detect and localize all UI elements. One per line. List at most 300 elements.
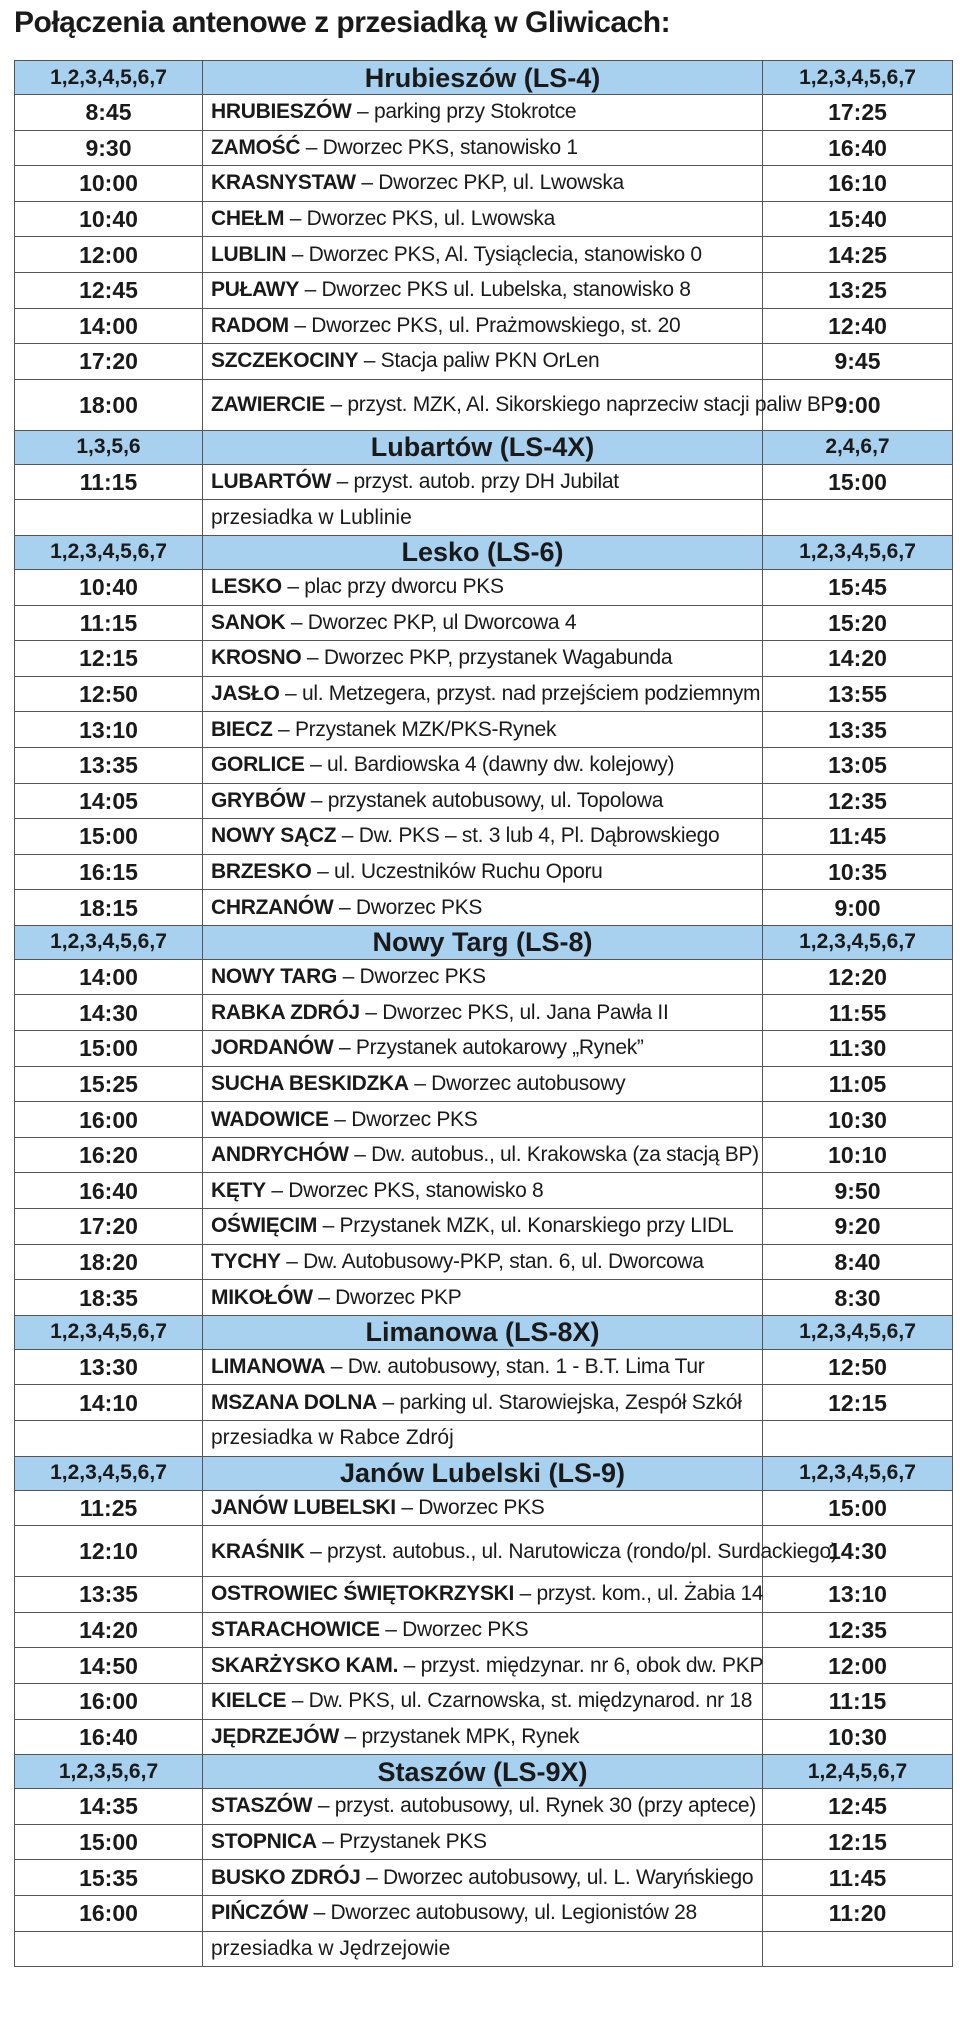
stop-location: – przyst. kom., ul. Żabia 14 bbox=[514, 1582, 764, 1606]
return-time: 10:35 bbox=[763, 854, 953, 890]
stop-cell bbox=[203, 1577, 763, 1613]
stop-location: – Dw. PKS – st. 3 lub 4, Pl. Dąbrowskiego bbox=[336, 824, 720, 848]
departure-time: 11:15 bbox=[15, 605, 203, 641]
stop-location: – Stacja paliw PKN OrLen bbox=[358, 349, 600, 373]
outbound-days: 1,2,3,4,5,6,7 bbox=[15, 535, 203, 569]
stop-location: – parking przy Stokrotce bbox=[351, 100, 577, 124]
stop-row bbox=[15, 959, 953, 995]
departure-time: 10:40 bbox=[15, 201, 203, 237]
stop-name: SANOK bbox=[211, 610, 286, 634]
return-time: 12:50 bbox=[763, 1349, 953, 1385]
departure-time: 16:40 bbox=[15, 1719, 203, 1755]
departure-time: 12:00 bbox=[15, 237, 203, 273]
stop-cell bbox=[203, 1173, 763, 1209]
stop-cell bbox=[203, 344, 763, 380]
stop-location: – Dworzec PKS, stanowisko 8 bbox=[265, 1178, 544, 1202]
stop-row bbox=[15, 1577, 953, 1613]
stop-cell bbox=[203, 641, 763, 677]
stop-cell bbox=[203, 201, 763, 237]
stop-cell bbox=[203, 308, 763, 344]
stop-row bbox=[15, 272, 953, 308]
route-header-row bbox=[15, 61, 953, 95]
outbound-days: 1,2,3,5,6,7 bbox=[15, 1755, 203, 1789]
stop-cell bbox=[203, 95, 763, 131]
departure-time: 13:30 bbox=[15, 1349, 203, 1385]
stop-name: LIMANOWA bbox=[211, 1355, 326, 1379]
return-time: 12:45 bbox=[763, 1789, 953, 1825]
return-time: 9:50 bbox=[763, 1173, 953, 1209]
return-time: 10:30 bbox=[763, 1719, 953, 1755]
stop-name: JASŁO bbox=[211, 682, 280, 706]
stop-row bbox=[15, 712, 953, 748]
outbound-days: 1,2,3,4,5,6,7 bbox=[15, 1315, 203, 1349]
stop-name: PUŁAWY bbox=[211, 278, 300, 302]
return-time: 15:00 bbox=[763, 1490, 953, 1526]
stop-location: – Dworzec autobusowy, ul. Legionistów 28 bbox=[308, 1901, 697, 1925]
return-time: 15:20 bbox=[763, 605, 953, 641]
stop-location: – Dworzec PKS, ul. Jana Pawła II bbox=[359, 1000, 669, 1024]
return-time: 12:40 bbox=[763, 308, 953, 344]
stop-row bbox=[15, 890, 953, 926]
outbound-days: 1,3,5,6 bbox=[15, 430, 203, 464]
stop-row bbox=[15, 1173, 953, 1209]
stop-row bbox=[15, 641, 953, 677]
stop-row bbox=[15, 1824, 953, 1860]
stop-row bbox=[15, 1648, 953, 1684]
stop-name: JANÓW LUBELSKI bbox=[211, 1495, 396, 1519]
stop-cell bbox=[203, 379, 835, 430]
return-days: 1,2,4,5,6,7 bbox=[763, 1755, 953, 1789]
stop-location: – parking ul. Starowiejska, Zespół Szkół bbox=[376, 1390, 742, 1414]
stop-row bbox=[15, 995, 953, 1031]
stop-cell bbox=[203, 712, 763, 748]
stop-location: – Przystanek MZK/PKS-Rynek bbox=[272, 717, 557, 741]
route-name: Limanowa (LS-8X) bbox=[203, 1315, 763, 1349]
route-header-row bbox=[15, 925, 953, 959]
stop-name: TYCHY bbox=[211, 1249, 281, 1273]
departure-time: 16:00 bbox=[15, 1102, 203, 1138]
stop-location: – Dworzec PKS, ul. Lwowska bbox=[284, 207, 556, 231]
stop-row bbox=[15, 1526, 953, 1577]
return-time: 11:30 bbox=[763, 1031, 953, 1067]
departure-time: 18:00 bbox=[15, 379, 203, 430]
stop-cell bbox=[203, 959, 763, 995]
stop-cell bbox=[203, 1244, 763, 1280]
stop-location: – Dworzec PKS, ul. Prażmowskiego, st. 20 bbox=[288, 313, 681, 337]
return-days: 1,2,3,4,5,6,7 bbox=[763, 925, 953, 959]
return-time: 12:00 bbox=[763, 1648, 953, 1684]
departure-time: 15:25 bbox=[15, 1066, 203, 1102]
departure-time: 10:00 bbox=[15, 166, 203, 202]
stop-row bbox=[15, 464, 953, 500]
stop-name: WADOWICE bbox=[211, 1107, 329, 1131]
stop-cell bbox=[203, 1349, 763, 1385]
stop-cell bbox=[203, 1824, 763, 1860]
stop-cell bbox=[203, 1031, 763, 1067]
schedule-table bbox=[14, 60, 953, 1967]
departure-time: 14:35 bbox=[15, 1789, 203, 1825]
stop-location: – Dworzec PKS, stanowisko 1 bbox=[300, 135, 578, 159]
empty-cell bbox=[15, 1421, 203, 1457]
stop-location: – Dworzec PKS bbox=[379, 1618, 529, 1642]
departure-time: 17:20 bbox=[15, 1209, 203, 1245]
empty-cell bbox=[15, 500, 203, 536]
stop-location: – Przystanek MZK, ul. Konarskiego przy LIDL bbox=[317, 1214, 734, 1238]
stop-name: RADOM bbox=[211, 313, 289, 337]
stop-cell bbox=[203, 1683, 763, 1719]
stop-name: ANDRYCHÓW bbox=[211, 1143, 349, 1167]
stop-row bbox=[15, 130, 953, 166]
stop-row bbox=[15, 605, 953, 641]
stop-name: STARACHOWICE bbox=[211, 1618, 380, 1642]
stop-row bbox=[15, 237, 953, 273]
return-time: 12:15 bbox=[763, 1824, 953, 1860]
return-days: 1,2,3,4,5,6,7 bbox=[763, 61, 953, 95]
departure-time: 16:40 bbox=[15, 1173, 203, 1209]
stop-name: NOWY SĄCZ bbox=[211, 824, 337, 848]
route-header-row bbox=[15, 1456, 953, 1490]
stop-name: KROSNO bbox=[211, 646, 302, 670]
stop-row bbox=[15, 166, 953, 202]
stop-name: MIKOŁÓW bbox=[211, 1285, 313, 1309]
departure-time: 18:35 bbox=[15, 1280, 203, 1316]
stop-location: – przystanek autobusowy, ul. Topolowa bbox=[305, 788, 664, 812]
stop-location: – przyst. autobus., ul. Narutowicza (rondo/pl. Surdackiego) bbox=[304, 1539, 838, 1563]
stop-row bbox=[15, 1066, 953, 1102]
departure-time: 18:15 bbox=[15, 890, 203, 926]
stop-location: – Dworzec PKS bbox=[328, 1107, 478, 1131]
stop-cell bbox=[203, 1385, 763, 1421]
transfer-note-row bbox=[15, 500, 953, 536]
stop-row bbox=[15, 676, 953, 712]
stop-cell bbox=[203, 130, 763, 166]
departure-time: 15:35 bbox=[15, 1860, 203, 1896]
return-time: 14:25 bbox=[763, 237, 953, 273]
stop-cell bbox=[203, 569, 763, 605]
stop-cell bbox=[203, 783, 763, 819]
return-days: 1,2,3,4,5,6,7 bbox=[763, 535, 953, 569]
stop-cell bbox=[203, 464, 763, 500]
departure-time: 14:05 bbox=[15, 783, 203, 819]
stop-cell bbox=[203, 605, 763, 641]
route-name: Nowy Targ (LS-8) bbox=[203, 925, 763, 959]
departure-time: 12:50 bbox=[15, 676, 203, 712]
stop-row bbox=[15, 1789, 953, 1825]
return-time: 13:55 bbox=[763, 676, 953, 712]
departure-time: 14:20 bbox=[15, 1612, 203, 1648]
stop-row bbox=[15, 1719, 953, 1755]
return-time: 8:40 bbox=[763, 1244, 953, 1280]
stop-cell bbox=[203, 676, 763, 712]
stop-name: KRAŚNIK bbox=[211, 1539, 305, 1563]
stop-cell bbox=[203, 1137, 763, 1173]
stop-location: – ul. Bardiowska 4 (dawny dw. kolejowy) bbox=[304, 753, 675, 777]
transfer-note: przesiadka w Jędrzejowie bbox=[203, 1931, 763, 1967]
route-header-row bbox=[15, 1315, 953, 1349]
stop-row bbox=[15, 1244, 953, 1280]
stop-location: – Dworzec PKS bbox=[333, 895, 483, 919]
departure-time: 14:30 bbox=[15, 995, 203, 1031]
stop-location: – przyst. MZK, Al. Sikorskiego naprzeciw stacji paliw BP bbox=[324, 393, 835, 417]
stop-name: PIŃCZÓW bbox=[211, 1901, 309, 1925]
page-title: Połączenia antenowe z przesiadką w Gliwicach: bbox=[14, 6, 671, 39]
departure-time: 16:15 bbox=[15, 854, 203, 890]
stop-name: ZAMOŚĆ bbox=[211, 135, 301, 159]
return-time: 13:05 bbox=[763, 747, 953, 783]
stop-location: – Dw. Autobusowy-PKP, stan. 6, ul. Dworcowa bbox=[280, 1249, 704, 1273]
transfer-note: przesiadka w Lublinie bbox=[203, 500, 763, 536]
stop-location: – przyst. autob. przy DH Jubilat bbox=[331, 470, 619, 494]
stop-location: – Dw. autobus., ul. Krakowska (za stacją BP) bbox=[348, 1143, 759, 1167]
stop-name: JORDANÓW bbox=[211, 1036, 334, 1060]
stop-name: KRASNYSTAW bbox=[211, 171, 356, 195]
stop-cell bbox=[203, 272, 763, 308]
stop-location: – Dworzec PKP, przystanek Wagabunda bbox=[301, 646, 673, 670]
departure-time: 12:10 bbox=[15, 1526, 203, 1577]
outbound-days: 1,2,3,4,5,6,7 bbox=[15, 925, 203, 959]
stop-location: – Dworzec PKP, ul. Lwowska bbox=[355, 171, 624, 195]
stop-name: RABKA ZDRÓJ bbox=[211, 1000, 360, 1024]
return-time: 9:00 bbox=[763, 890, 953, 926]
stop-name: JĘDRZEJÓW bbox=[211, 1724, 339, 1748]
stop-name: SKARŻYSKO KAM. bbox=[211, 1653, 399, 1677]
transfer-note-row bbox=[15, 1931, 953, 1967]
departure-time: 11:15 bbox=[15, 464, 203, 500]
departure-time: 18:20 bbox=[15, 1244, 203, 1280]
return-time: 12:20 bbox=[763, 959, 953, 995]
return-time: 11:05 bbox=[763, 1066, 953, 1102]
route-name: Staszów (LS-9X) bbox=[203, 1755, 763, 1789]
departure-time: 13:35 bbox=[15, 747, 203, 783]
route-header-row bbox=[15, 535, 953, 569]
stop-cell bbox=[203, 819, 763, 855]
stop-name: MSZANA DOLNA bbox=[211, 1390, 377, 1414]
stop-name: KIELCE bbox=[211, 1689, 287, 1713]
return-time: 11:45 bbox=[763, 819, 953, 855]
transfer-note-row bbox=[15, 1421, 953, 1457]
stop-cell bbox=[203, 1895, 763, 1931]
stop-cell bbox=[203, 1612, 763, 1648]
stop-location: – ul. Uczestników Ruchu Oporu bbox=[311, 859, 603, 883]
stop-cell bbox=[203, 166, 763, 202]
stop-name: BUSKO ZDRÓJ bbox=[211, 1865, 361, 1889]
return-days: 1,2,3,4,5,6,7 bbox=[763, 1315, 953, 1349]
departure-time: 15:00 bbox=[15, 1824, 203, 1860]
return-time: 15:00 bbox=[763, 464, 953, 500]
stop-cell bbox=[203, 1209, 763, 1245]
stop-location: – plac przy dworcu PKS bbox=[281, 575, 504, 599]
departure-time: 16:00 bbox=[15, 1683, 203, 1719]
stop-cell bbox=[203, 854, 763, 890]
departure-time: 9:30 bbox=[15, 130, 203, 166]
schedule-body bbox=[15, 61, 953, 1967]
return-time: 8:30 bbox=[763, 1280, 953, 1316]
departure-time: 14:10 bbox=[15, 1385, 203, 1421]
return-days: 1,2,3,4,5,6,7 bbox=[763, 1456, 953, 1490]
return-time: 9:20 bbox=[763, 1209, 953, 1245]
return-time: 10:10 bbox=[763, 1137, 953, 1173]
departure-time: 17:20 bbox=[15, 344, 203, 380]
stop-name: GORLICE bbox=[211, 753, 305, 777]
stop-row bbox=[15, 1612, 953, 1648]
stop-location: – przyst. międzynar. nr 6, obok dw. PKP bbox=[398, 1653, 764, 1677]
departure-time: 11:25 bbox=[15, 1490, 203, 1526]
stop-cell bbox=[203, 995, 763, 1031]
return-time: 13:10 bbox=[763, 1577, 953, 1613]
return-time: 11:55 bbox=[763, 995, 953, 1031]
stop-name: BIECZ bbox=[211, 717, 273, 741]
stop-name: LESKO bbox=[211, 575, 282, 599]
stop-cell bbox=[203, 890, 763, 926]
stop-name: OSTROWIEC ŚWIĘTOKRZYSKI bbox=[211, 1582, 515, 1606]
transfer-note: przesiadka w Rabce Zdrój bbox=[203, 1421, 763, 1457]
return-time: 14:20 bbox=[763, 641, 953, 677]
route-name: Lubartów (LS-4X) bbox=[203, 430, 763, 464]
stop-row bbox=[15, 1860, 953, 1896]
stop-name: BRZESKO bbox=[211, 859, 312, 883]
stop-location: – Dworzec autobusowy bbox=[408, 1071, 626, 1095]
stop-location: – przyst. autobusowy, ul. Rynek 30 (przy aptece) bbox=[312, 1794, 756, 1818]
return-time: 12:15 bbox=[763, 1385, 953, 1421]
departure-time: 12:15 bbox=[15, 641, 203, 677]
return-time: 9:45 bbox=[763, 344, 953, 380]
return-time: 13:25 bbox=[763, 272, 953, 308]
departure-time: 16:20 bbox=[15, 1137, 203, 1173]
stop-name: LUBLIN bbox=[211, 242, 287, 266]
stop-cell bbox=[203, 1102, 763, 1138]
return-time: 13:35 bbox=[763, 712, 953, 748]
stop-location: – Dworzec autobusowy, ul. L. Waryńskiego bbox=[360, 1865, 754, 1889]
stop-row bbox=[15, 854, 953, 890]
stop-name: NOWY TARG bbox=[211, 965, 338, 989]
stop-row bbox=[15, 569, 953, 605]
return-time: 16:40 bbox=[763, 130, 953, 166]
stop-row bbox=[15, 783, 953, 819]
return-time: 9:00 bbox=[763, 379, 953, 430]
stop-name: HRUBIESZÓW bbox=[211, 100, 352, 124]
stop-name: CHRZANÓW bbox=[211, 895, 334, 919]
empty-cell bbox=[15, 1931, 203, 1967]
stop-location: – Dworzec PKS bbox=[337, 965, 486, 989]
stop-location: – Dworzec PKS ul. Lubelska, stanowisko 8 bbox=[299, 278, 691, 302]
stop-name: ZAWIERCIE bbox=[211, 393, 325, 417]
stop-row bbox=[15, 1031, 953, 1067]
route-header-row bbox=[15, 1755, 953, 1789]
stop-row bbox=[15, 819, 953, 855]
departure-time: 13:10 bbox=[15, 712, 203, 748]
stop-row bbox=[15, 1895, 953, 1931]
stop-row bbox=[15, 1280, 953, 1316]
stop-location: – Przystanek PKS bbox=[316, 1830, 487, 1854]
empty-cell bbox=[763, 500, 953, 536]
stop-name: CHEŁM bbox=[211, 207, 285, 231]
departure-time: 13:35 bbox=[15, 1577, 203, 1613]
return-time: 11:45 bbox=[763, 1860, 953, 1896]
route-name: Lesko (LS-6) bbox=[203, 535, 763, 569]
stop-location: – Dworzec PKS, Al. Tysiąclecia, stanowisko 0 bbox=[286, 242, 702, 266]
stop-cell bbox=[203, 1280, 763, 1316]
stop-location: – przystanek MPK, Rynek bbox=[339, 1724, 580, 1748]
departure-time: 14:00 bbox=[15, 308, 203, 344]
stop-location: – Dw. autobusowy, stan. 1 - B.T. Lima Tur bbox=[325, 1355, 705, 1379]
return-time: 10:30 bbox=[763, 1102, 953, 1138]
empty-cell bbox=[763, 1421, 953, 1457]
stop-row bbox=[15, 379, 953, 430]
stop-cell bbox=[203, 237, 763, 273]
return-time: 12:35 bbox=[763, 783, 953, 819]
stop-cell bbox=[203, 1648, 763, 1684]
return-time: 15:45 bbox=[763, 569, 953, 605]
stop-name: KĘTY bbox=[211, 1178, 266, 1202]
route-name: Hrubieszów (LS-4) bbox=[203, 61, 763, 95]
empty-cell bbox=[763, 1931, 953, 1967]
stop-row bbox=[15, 1137, 953, 1173]
stop-location: – Dw. PKS, ul. Czarnowska, st. międzynarod. nr 18 bbox=[286, 1689, 753, 1713]
stop-cell bbox=[203, 1490, 763, 1526]
stop-location: – Przystanek autokarowy „Rynek” bbox=[333, 1036, 644, 1060]
stop-row bbox=[15, 1490, 953, 1526]
departure-time: 12:45 bbox=[15, 272, 203, 308]
stop-cell bbox=[203, 747, 763, 783]
stop-name: GRYBÓW bbox=[211, 788, 306, 812]
outbound-days: 1,2,3,4,5,6,7 bbox=[15, 61, 203, 95]
return-days: 2,4,6,7 bbox=[763, 430, 953, 464]
stop-row bbox=[15, 308, 953, 344]
return-time: 11:15 bbox=[763, 1683, 953, 1719]
return-time: 12:35 bbox=[763, 1612, 953, 1648]
stop-cell bbox=[203, 1066, 763, 1102]
departure-time: 14:00 bbox=[15, 959, 203, 995]
stop-name: STASZÓW bbox=[211, 1794, 313, 1818]
return-time: 14:30 bbox=[763, 1526, 953, 1577]
stop-cell bbox=[203, 1789, 763, 1825]
stop-row bbox=[15, 1349, 953, 1385]
stop-location: – Dworzec PKS bbox=[395, 1495, 545, 1519]
stop-row bbox=[15, 1209, 953, 1245]
stop-name: STOPNICA bbox=[211, 1830, 317, 1854]
stop-cell bbox=[203, 1719, 763, 1755]
return-time: 16:10 bbox=[763, 166, 953, 202]
stop-row bbox=[15, 1385, 953, 1421]
stop-row bbox=[15, 747, 953, 783]
stop-cell bbox=[203, 1860, 763, 1896]
stop-location: – Dworzec PKP bbox=[312, 1285, 462, 1309]
stop-cell bbox=[203, 1526, 838, 1577]
route-header-row bbox=[15, 430, 953, 464]
departure-time: 15:00 bbox=[15, 819, 203, 855]
stop-row bbox=[15, 344, 953, 380]
return-time: 17:25 bbox=[763, 95, 953, 131]
stop-row bbox=[15, 1102, 953, 1138]
departure-time: 8:45 bbox=[15, 95, 203, 131]
stop-row bbox=[15, 1683, 953, 1719]
stop-row bbox=[15, 95, 953, 131]
stop-location: – Dworzec PKP, ul Dworcowa 4 bbox=[285, 610, 577, 634]
departure-time: 15:00 bbox=[15, 1031, 203, 1067]
outbound-days: 1,2,3,4,5,6,7 bbox=[15, 1456, 203, 1490]
return-time: 11:20 bbox=[763, 1895, 953, 1931]
departure-time: 10:40 bbox=[15, 569, 203, 605]
stop-name: SUCHA BESKIDZKA bbox=[211, 1071, 409, 1095]
stop-name: OŚWIĘCIM bbox=[211, 1214, 318, 1238]
stop-location: – ul. Metzegera, przyst. nad przejściem podziemnym bbox=[279, 682, 761, 706]
departure-time: 14:50 bbox=[15, 1648, 203, 1684]
stop-row bbox=[15, 201, 953, 237]
departure-time: 16:00 bbox=[15, 1895, 203, 1931]
return-time: 15:40 bbox=[763, 201, 953, 237]
route-name: Janów Lubelski (LS-9) bbox=[203, 1456, 763, 1490]
stop-name: LUBARTÓW bbox=[211, 470, 332, 494]
